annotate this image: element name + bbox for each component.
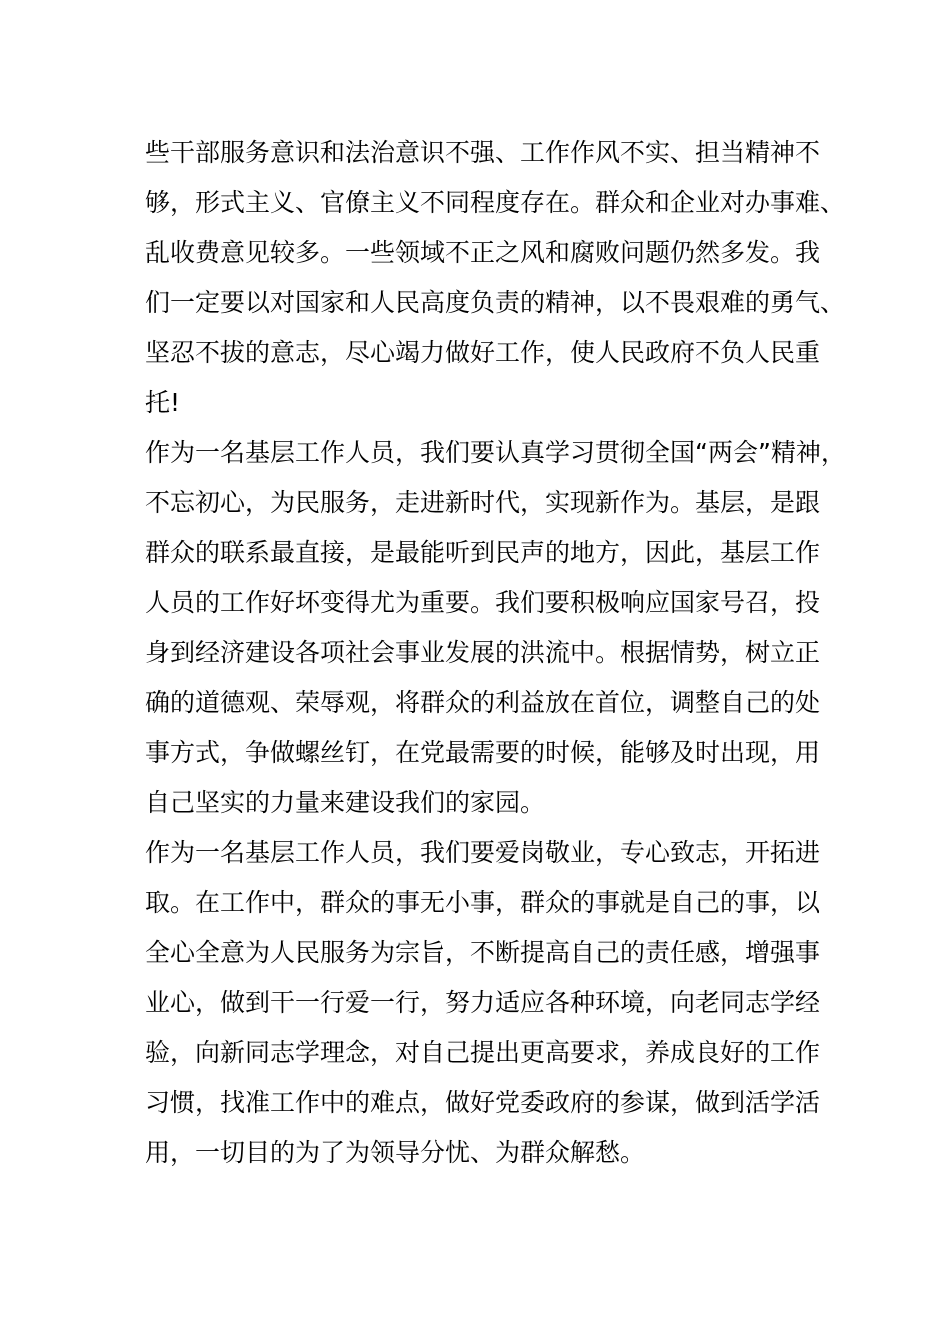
text-line: 群众的联系最直接，是最能听到民声的地方，因此，基层工作: [145, 538, 821, 567]
text-line: 不忘初心，为民服务，走进新时代，实现新作为。基层，是跟: [145, 488, 821, 517]
text-line: 全心全意为人民服务为宗旨，不断提高自己的责任感，增强事: [145, 938, 821, 967]
text-line: 坚忍不拔的意志，尽心竭力做好工作，使人民政府不负人民重: [145, 338, 821, 367]
text-line: 取。在工作中，群众的事无小事，群众的事就是自己的事，以: [145, 888, 821, 917]
body-text: [145, 128, 846, 1178]
text-line: 们一定要以对国家和人民高度负责的精神，以不畏艰难的勇气、: [145, 288, 846, 317]
text-line: 人员的工作好坏变得尤为重要。我们要积极响应国家号召，投: [145, 588, 821, 617]
text-line: 身到经济建设各项社会事业发展的洪流中。根据情势，树立正: [145, 638, 821, 667]
text-line: 业心，做到干一行爱一行，努力适应各种环境，向老同志学经: [145, 988, 821, 1017]
text-line: 自己坚实的力量来建设我们的家园。: [145, 788, 546, 817]
text-line: 些干部服务意识和法治意识不强、工作作风不实、担当精神不: [145, 138, 821, 167]
text-line: 托!: [145, 388, 181, 417]
text-line: 确的道德观、荣辱观，将群众的利益放在首位，调整自己的处: [145, 688, 821, 717]
text-line: 习惯，找准工作中的难点，做好党委政府的参谋，做到活学活: [145, 1088, 821, 1117]
text-line: 乱收费意见较多。一些领域不正之风和腐败问题仍然多发。我: [145, 238, 821, 267]
text-line: 验，向新同志学理念，对自己提出更高要求，养成良好的工作: [145, 1038, 821, 1067]
text-line: 用，一切目的为了为领导分忧、为群众解愁。: [145, 1138, 646, 1167]
text-line: 作为一名基层工作人员，我们要爱岗敬业，专心致志，开拓进: [145, 838, 821, 867]
text-line: 作为一名基层工作人员，我们要认真学习贯彻全国“两会”精神，: [145, 438, 846, 467]
text-line: 事方式，争做螺丝钉，在党最需要的时候，能够及时出现，用: [145, 738, 821, 767]
text-line: 够，形式主义、官僚主义不同程度存在。群众和企业对办事难、: [145, 188, 846, 217]
